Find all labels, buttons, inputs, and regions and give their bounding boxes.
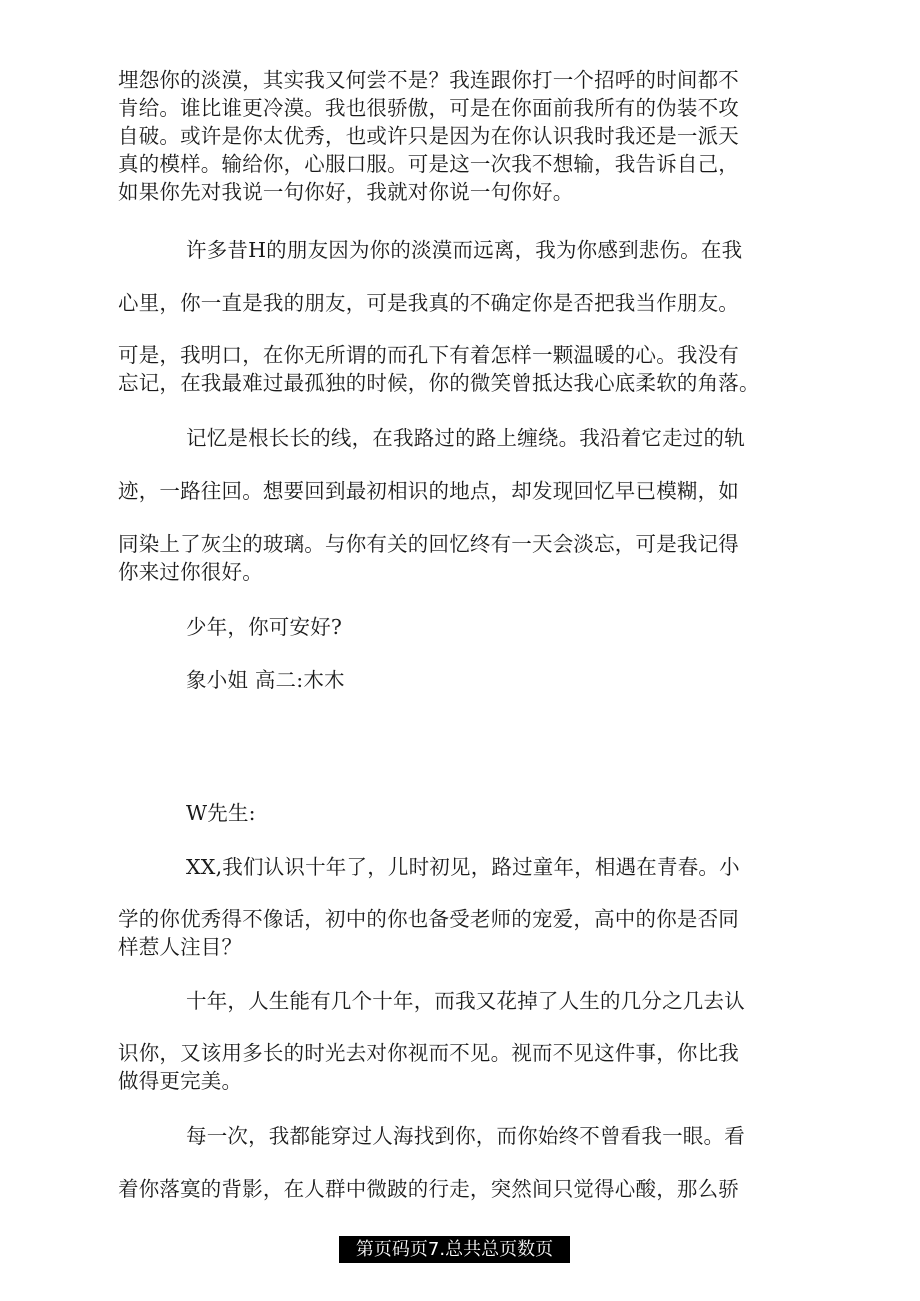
- text-line: XX,我们认识十年了，儿时初见，路过童年，相遇在青春。小: [186, 855, 740, 879]
- text-line: 你来过你很好。: [118, 560, 263, 584]
- text-line: 许多昔H的朋友因为你的淡漠而远离，我为你感到悲伤。在我: [186, 238, 743, 262]
- text-line: 识你，又该用多长的时光去对你视而不见。视而不见这件事，你比我: [118, 1041, 739, 1065]
- text-line: 肯给。谁比谁更冷漠。我也很骄傲，可是在你面前我所有的伪装不攻: [118, 96, 739, 120]
- text-line: 同染上了灰尘的玻璃。与你有关的回忆终有一天会淡忘，可是我记得: [118, 532, 739, 556]
- text-line: 着你落寞的背影，在人群中微跛的行走，突然间只觉得心酸，那么骄: [118, 1177, 739, 1201]
- text-line: 每一次，我都能穿过人海找到你，而你始终不曾看我一眼。看: [186, 1124, 745, 1148]
- text-line: 心里，你一直是我的朋友，可是我真的不确定你是否把我当作朋友。: [118, 291, 739, 315]
- text-line: 自破。或许是你太优秀，也或许只是因为在你认识我时我还是一派天: [118, 124, 739, 148]
- text-line: 记忆是根长长的线，在我路过的路上缠绕。我沿着它走过的轨: [186, 426, 745, 450]
- page-footer: 第页码页7.总共总页数页: [339, 1236, 570, 1263]
- text-line: 样惹人注目？: [118, 935, 243, 959]
- text-line: 可是，我明口，在你无所谓的而孔下有着怎样一颗温暖的心。我没有: [118, 343, 739, 367]
- signature-line: 象小姐 高二:木木: [186, 668, 345, 692]
- text-line: 学的你优秀得不像话，初中的你也备受老师的宠爱，高中的你是否同: [118, 907, 739, 931]
- text-line: 如果你先对我说一句你好，我就对你说一句你好。: [118, 180, 574, 204]
- text-line: 忘记，在我最难过最孤独的时候，你的微笑曾抵达我心底柔软的角落。: [118, 371, 760, 395]
- text-line: 少年，你可安好?: [186, 615, 343, 639]
- text-line: 十年，人生能有几个十年，而我又花掉了人生的几分之几去认: [186, 989, 745, 1013]
- salutation: W先生:: [186, 801, 256, 825]
- text-line: 迹，一路往回。想要回到最初相识的地点，却发现回忆早已模糊，如: [118, 479, 739, 503]
- text-line: 做得更完美。: [118, 1069, 243, 1093]
- text-line: 真的模样。输给你，心服口服。可是这一次我不想输，我告诉自己，: [118, 152, 739, 176]
- text-line: 埋怨你的淡漠，其实我又何尝不是？我连跟你打一个招呼的时间都不: [118, 68, 739, 92]
